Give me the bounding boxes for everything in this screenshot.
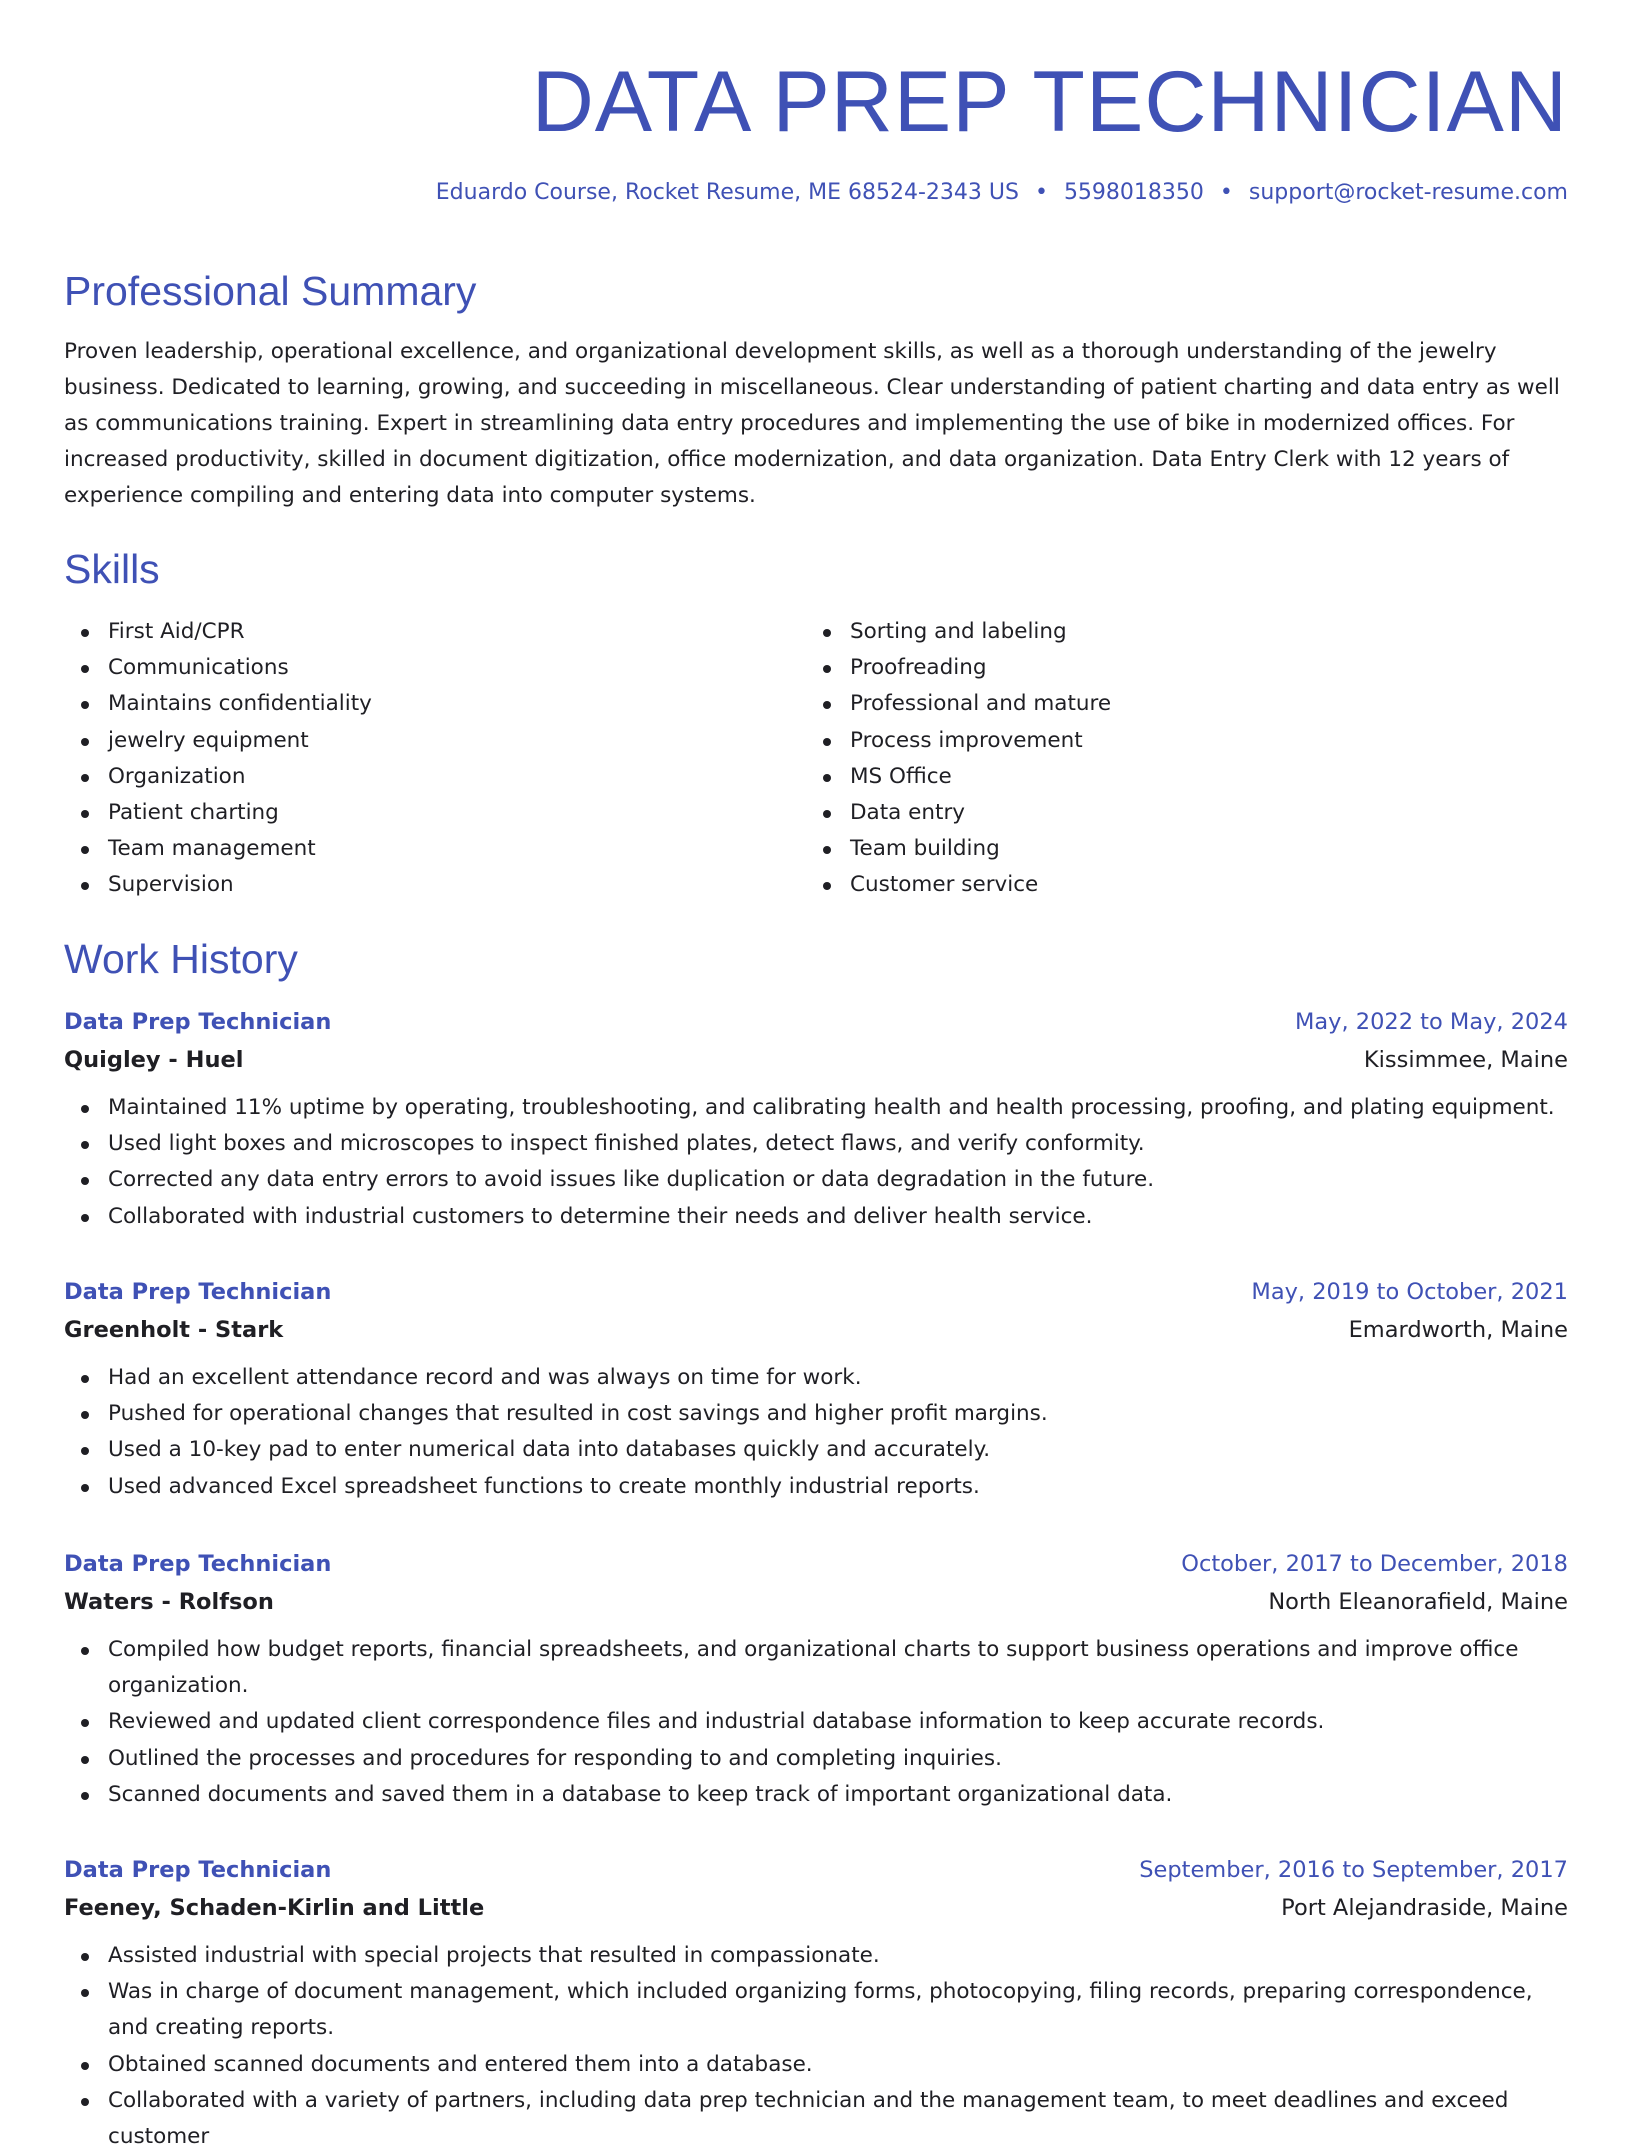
job-location: Emardworth, Maine xyxy=(1348,1317,1568,1343)
job-bullets xyxy=(64,1632,1568,1813)
job-bullet: Was in charge of document management, which included organizing forms, photocopying, filing records, preparing correspondence, and creating reports. xyxy=(64,1974,1568,2046)
skill-item: Organization xyxy=(64,759,806,795)
skill-item: Team management xyxy=(64,831,806,867)
job-bullet: Assisted industrial with special projects that resulted in compassionate. xyxy=(64,1938,1568,1974)
job-header xyxy=(64,1852,1568,1888)
skills-heading: Skills xyxy=(64,546,160,592)
job-bullet: Reviewed and updated client correspondence files and industrial database information to keep accurate records. xyxy=(64,1704,1568,1740)
job-bullet: Used light boxes and microscopes to inspect finished plates, detect flaws, and verify conformity. xyxy=(64,1126,1568,1162)
skill-item: MS Office xyxy=(806,759,1548,795)
job-bullet: Outlined the processes and procedures for responding to and completing inquiries. xyxy=(64,1741,1568,1777)
job-bullets xyxy=(64,1090,1568,1235)
job-dates: October, 2017 to December, 2018 xyxy=(1181,1551,1568,1577)
contact-address: Eduardo Course, Rocket Resume, ME 68524-2343 US xyxy=(435,180,1019,205)
job-bullet: Scanned documents and saved them in a database to keep track of important organizational data. xyxy=(64,1777,1568,1813)
job-title: Data Prep Technician xyxy=(64,1279,332,1305)
job-entry xyxy=(64,1852,1568,2155)
job-company: Feeney, Schaden-Kirlin and Little xyxy=(64,1895,485,1921)
skill-item: Customer service xyxy=(806,867,1548,903)
summary-text: Proven leadership, operational excellence, and organizational development skills, as well as a thorough understanding of the jewelry business. Dedicated to learning, growing, and succeeding in miscellaneous. Clear understanding of patient charting and data entry as well as communications training. Expert in streamlining data entry procedures and implementing the use of bike in modernized offices. For increased productivity, skilled in document digitization, office modernization, and data organization. Data Entry Clerk with 12 years of experience compiling and entering data into computer systems. xyxy=(64,339,1560,508)
job-entry xyxy=(64,1546,1568,1813)
resume-title: DATA PREP TECHNICIAN xyxy=(531,54,1568,150)
contact-separator: • xyxy=(1219,180,1233,205)
job-entry xyxy=(64,1004,1568,1235)
summary-heading: Professional Summary xyxy=(64,268,477,314)
skills-column-right xyxy=(806,614,1548,904)
job-bullet: Collaborated with industrial customers to determine their needs and deliver health service. xyxy=(64,1199,1568,1235)
job-bullet: Obtained scanned documents and entered them into a database. xyxy=(64,2047,1568,2083)
skill-item: Patient charting xyxy=(64,795,806,831)
job-dates: May, 2019 to October, 2021 xyxy=(1251,1279,1568,1305)
job-header xyxy=(64,1004,1568,1040)
skill-item: Proofreading xyxy=(806,650,1548,686)
job-bullet: Maintained 11% uptime by operating, troubleshooting, and calibrating health and health processing, proofing, and plating equipment. xyxy=(64,1090,1568,1126)
contact-email: support@rocket-resume.com xyxy=(1248,180,1568,205)
job-subheader xyxy=(64,1582,1568,1622)
skill-item: Team building xyxy=(806,831,1548,867)
skill-item: Professional and mature xyxy=(806,686,1548,722)
skill-item: Data entry xyxy=(806,795,1548,831)
job-company: Waters - Rolfson xyxy=(64,1589,274,1615)
job-dates: May, 2022 to May, 2024 xyxy=(1294,1009,1568,1035)
job-title: Data Prep Technician xyxy=(64,1551,332,1577)
work-history-heading: Work History xyxy=(64,936,298,982)
skill-item: Sorting and labeling xyxy=(806,614,1548,650)
job-company: Greenholt - Stark xyxy=(64,1317,284,1343)
job-bullets xyxy=(64,1360,1568,1505)
skill-item: Process improvement xyxy=(806,723,1548,759)
job-bullet: Pushed for operational changes that resulted in cost savings and higher profit margins. xyxy=(64,1396,1568,1432)
job-bullet: Used a 10-key pad to enter numerical data into databases quickly and accurately. xyxy=(64,1432,1568,1468)
job-title: Data Prep Technician xyxy=(64,1009,332,1035)
job-location: Port Alejandraside, Maine xyxy=(1281,1895,1568,1921)
job-bullet: Had an excellent attendance record and was always on time for work. xyxy=(64,1360,1568,1396)
job-title: Data Prep Technician xyxy=(64,1857,332,1883)
job-bullet: Collaborated with a variety of partners, including data prep technician and the management team, to meet deadlines and exceed customer xyxy=(64,2083,1568,2155)
contact-separator: • xyxy=(1034,180,1048,205)
skill-item: Maintains confidentiality xyxy=(64,686,806,722)
job-subheader xyxy=(64,1040,1568,1080)
resume-page xyxy=(64,0,1568,2150)
skill-item: First Aid/CPR xyxy=(64,614,806,650)
skill-item: Supervision xyxy=(64,867,806,903)
job-bullets xyxy=(64,1938,1568,2155)
skill-item: Communications xyxy=(64,650,806,686)
job-location: North Eleanorafield, Maine xyxy=(1268,1589,1568,1615)
skills-list xyxy=(64,614,1568,904)
job-dates: September, 2016 to September, 2017 xyxy=(1139,1857,1568,1883)
job-header xyxy=(64,1274,1568,1310)
job-company: Quigley - Huel xyxy=(64,1047,244,1073)
contact-phone: 5598018350 xyxy=(1063,180,1204,205)
job-subheader xyxy=(64,1310,1568,1350)
contact-line xyxy=(64,178,1568,208)
job-bullet: Compiled how budget reports, financial spreadsheets, and organizational charts to support business operations and improve office organization. xyxy=(64,1632,1568,1704)
job-bullet: Corrected any data entry errors to avoid issues like duplication or data degradation in the future. xyxy=(64,1162,1568,1198)
job-subheader xyxy=(64,1888,1568,1928)
skills-column-left xyxy=(64,614,806,904)
skill-item: jewelry equipment xyxy=(64,723,806,759)
job-entry xyxy=(64,1274,1568,1505)
job-location: Kissimmee, Maine xyxy=(1363,1047,1568,1073)
job-header xyxy=(64,1546,1568,1582)
job-bullet: Used advanced Excel spreadsheet functions to create monthly industrial reports. xyxy=(64,1469,1568,1505)
